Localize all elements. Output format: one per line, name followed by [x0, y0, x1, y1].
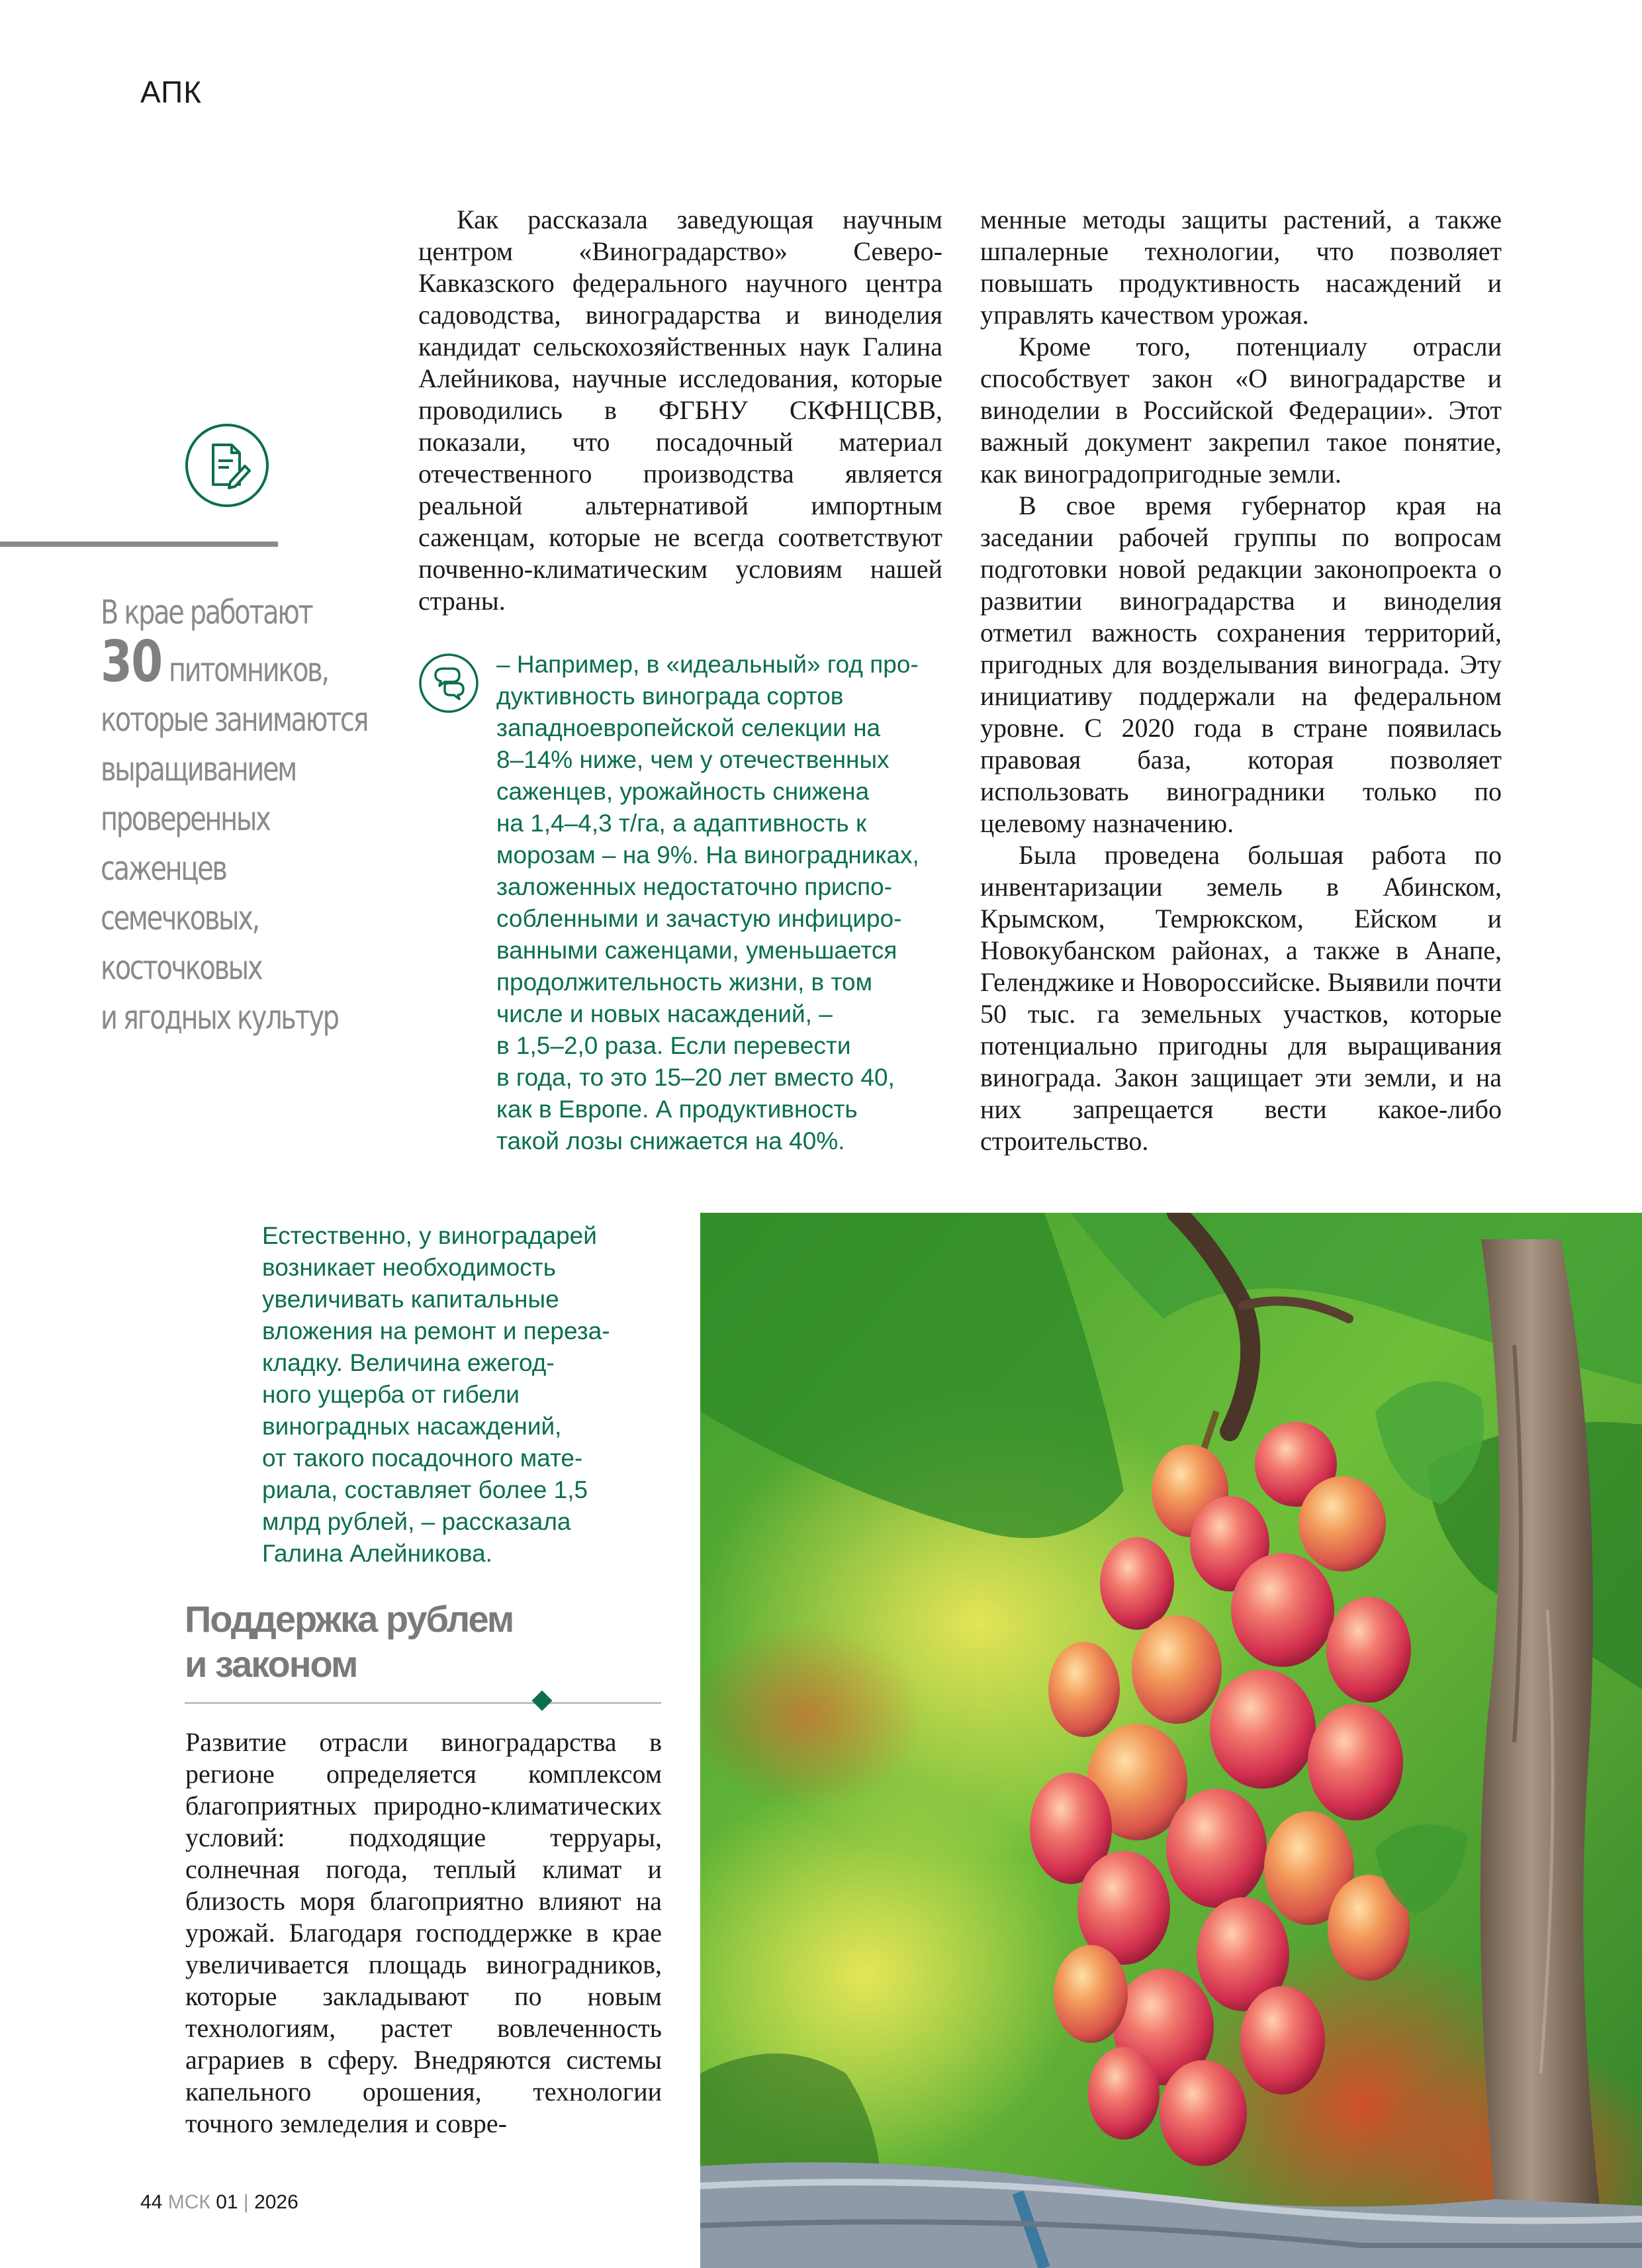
quote-line: увеличивать капитальные — [262, 1286, 559, 1313]
quote-line: в года, то это 15–20 лет вместо 40, — [496, 1064, 895, 1091]
quote-line: такой лозы снижается на 40%. — [496, 1127, 845, 1155]
sidebar-rule — [0, 542, 278, 547]
paragraph: менные методы защиты растений, а также шпалерные технологии, что позволяет повышать продуктивность насаждений и управлять качеством урожая. — [980, 205, 1502, 330]
sidebar-line: выращиванием — [101, 750, 296, 788]
issue-number: 01 — [216, 2191, 238, 2213]
article-column-2 — [980, 204, 1502, 1157]
page-footer — [140, 2191, 298, 2214]
document-pen-icon — [184, 422, 270, 508]
paragraph: В свое время губернатор края на заседании рабочей группы по вопросам подготовки новой редакции законопроекта о развитии виноградарства и виноделия отметил важность сохранения территорий, пригодных для возделывания винограда. Эту инициативу поддержали на федеральном уровне. С 2020 года в стране появилась правовая база, которая позволяет использовать виноградники только по целевому назначению. — [980, 491, 1502, 838]
diamond-icon — [531, 1690, 552, 1711]
quote-line: собленными и зачастую инфициро- — [496, 905, 902, 932]
quote-line: 8–14% ниже, чем у отечественных — [496, 746, 889, 773]
quote-line: млрд рублей, – рассказала — [262, 1508, 571, 1535]
article-column-1 — [418, 204, 942, 617]
quote-line: виноградных насаждений, — [262, 1413, 562, 1440]
quote-line: от такого посадочного мате- — [262, 1444, 583, 1472]
grape-cluster-photo — [700, 1213, 1642, 2268]
quote-line: Галина Алейникова. — [262, 1540, 492, 1567]
quote-line: саженцев, урожайность снижена — [496, 778, 870, 805]
quote-line: продолжительность жизни, в том — [496, 969, 873, 996]
quote-line: риала, составляет более 1,5 — [262, 1476, 588, 1503]
section-heading — [185, 1597, 661, 1687]
quote-line: западноевропейской селекции на — [496, 714, 881, 741]
sidebar-number: 30 — [101, 629, 162, 695]
sidebar-line: В крае работают — [101, 593, 312, 632]
paragraph: Развитие отрасли виноградарства в регионе определяется комплексом благоприятных природно-климатических условий: подходящие терруары, солнечная погода, теплый климат и близость моря благоприятно влияют на урожай. Благодаря господдержке в крае увеличивается площадь виноградников, которые закладывают по новым технологиям, растет вовлеченность аграриев в сферу. Внедряются системы капельного орошения, технологии точного земледелия и совре- — [185, 1727, 662, 2138]
article-column-3 — [185, 1726, 662, 2140]
quote-line: на 1,4–4,3 т/га, а адаптивность к — [496, 810, 867, 837]
sidebar-line: питомников, — [161, 651, 328, 689]
quote-line: в 1,5–2,0 раза. Если перевести — [496, 1032, 851, 1059]
sidebar-line: и ягодных культур — [101, 998, 338, 1037]
heading-line: и законом — [185, 1643, 357, 1685]
issue-year: 2026 — [254, 2191, 298, 2213]
quote-line: вложения на ремонт и переза- — [262, 1317, 610, 1345]
quote-line: заложенных недостаточно приспо- — [496, 873, 893, 900]
paragraph: Как рассказала заведующая научным центром «Виноградарство» Северо-Кавказского федерального научного центра садоводства, виноградарства и виноделия кандидат сельскохозяйственных наук Галина Алейникова, научные исследования, которые проводились в ФГБНУ СКФНЦСВВ, показали, что посадочный материал отечественного производства является реальной альтернативой импортным саженцам, которые не всегда соответствуют почвенно-климатическим условиям нашей страны. — [418, 205, 942, 616]
quote-line: морозам – на 9%. На виноградниках, — [496, 841, 919, 869]
quote-line: возникает необходимость — [262, 1254, 557, 1281]
quote-line: – Например, в «идеальный» год про- — [496, 651, 919, 678]
paragraph: Была проведена большая работа по инвентаризации земель в Абинском, Крымском, Темрюкском, Ейском и Новокубанском районах, а также в Анапе, Геленджике и Новороссийске. Выявили почти 50 тыс. га земельных участков, которые потенциально пригодны для выращивания винограда. Закон защищает эти земли, и на них запрещается вести какое-либо строительство. — [980, 840, 1502, 1156]
sidebar-line: косточковых — [101, 949, 262, 987]
quote-line: числе и новых насаждений, – — [496, 1000, 833, 1027]
sidebar-callout — [101, 588, 368, 1043]
green-quote — [496, 649, 946, 1157]
quote-line: ванными саженцами, уменьшается — [496, 937, 897, 964]
sidebar-number-line — [101, 629, 334, 695]
magazine-name: МСК — [167, 2191, 210, 2213]
footer-separator: | — [243, 2191, 249, 2213]
sidebar-line: саженцев — [101, 849, 226, 888]
page-number: 44 — [140, 2191, 163, 2213]
quote-line: как в Европе. А продуктивность — [496, 1096, 858, 1123]
heading-divider — [185, 1702, 661, 1704]
heading-line: Поддержка рублем — [185, 1598, 514, 1640]
quote-line: дуктивность винограда сортов — [496, 683, 844, 710]
quote-line: кладку. Величина ежегод- — [262, 1349, 555, 1376]
green-quote-continuation — [262, 1220, 686, 1570]
sidebar-line: проверенных — [101, 800, 270, 838]
speech-bubble-icon — [418, 653, 479, 714]
section-label: АПК — [140, 75, 203, 109]
sidebar-line: семечковых, — [101, 899, 259, 937]
quote-line: ного ущерба от гибели — [262, 1381, 520, 1408]
quote-line: Естественно, у виноградарей — [262, 1222, 597, 1249]
paragraph: Кроме того, потенциалу отрасли способствует закон «О виноградарстве и виноделии в Российской Федерации». Этот важный документ закрепил такое понятие, как виноградопригодные земли. — [980, 332, 1502, 489]
sidebar-line: которые занимаются — [101, 700, 368, 739]
